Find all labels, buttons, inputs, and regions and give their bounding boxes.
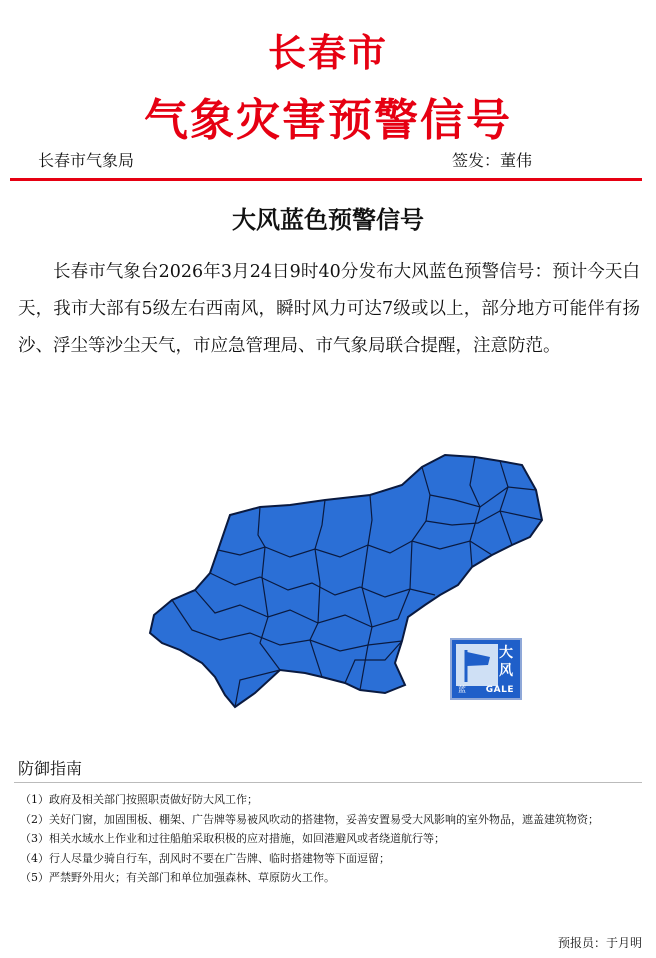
signal-title: 大风蓝色预警信号 xyxy=(232,206,424,234)
guide-item: （1）政府及相关部门按照职责做好防大风工作； xyxy=(20,793,258,806)
guide-item: （5）严禁野外用火；有关部门和单位加强森林、草原防火工作。 xyxy=(20,871,335,884)
guide-item: （4）行人尽量少骑自行车，刮风时不要在广告牌、临时搭建物等下面逗留； xyxy=(20,851,390,865)
icon-en-label: GALE xyxy=(485,685,514,695)
defense-guide-title: 防御指南 xyxy=(18,759,83,778)
header-signal-category: 气象灾害预警信号 xyxy=(144,95,512,146)
signal-body: 长春市气象台2026年3月24日9时40分发布大风蓝色预警信号：预计今天白天，我市大部有5级左右西南风，瞬时风力可达7级或以上，部分地方可能伴有扬沙、浮尘等沙尘天气，市应急管理局、市气象局联合提醒，注意防范。 xyxy=(18,262,640,356)
windsock-icon xyxy=(456,644,498,686)
signer: 签发：董伟 xyxy=(451,151,532,170)
guide-divider xyxy=(14,782,642,783)
guide-item: （3）相关水域水上作业和过往船舶采取积极的应对措施，如回港避风或者绕道航行等； xyxy=(20,832,445,845)
icon-char-feng: 风 xyxy=(499,663,513,679)
guide-item: （2）关好门窗，加固围板、棚架、广告牌等易被风吹动的搭建物，妥善安置易受大风影响的室外物品，遮盖建筑物资； xyxy=(20,812,599,826)
header-city: 长春市 xyxy=(267,31,388,75)
issuer: 长春市气象局 xyxy=(38,151,135,170)
forecaster: 预报员：于月明 xyxy=(557,936,642,950)
icon-char-da: 大 xyxy=(499,645,513,661)
icon-color-label: 蓝 xyxy=(458,685,466,694)
gale-blue-warning-icon xyxy=(450,638,522,700)
header-divider xyxy=(10,178,642,181)
defense-guide-list xyxy=(20,790,646,888)
